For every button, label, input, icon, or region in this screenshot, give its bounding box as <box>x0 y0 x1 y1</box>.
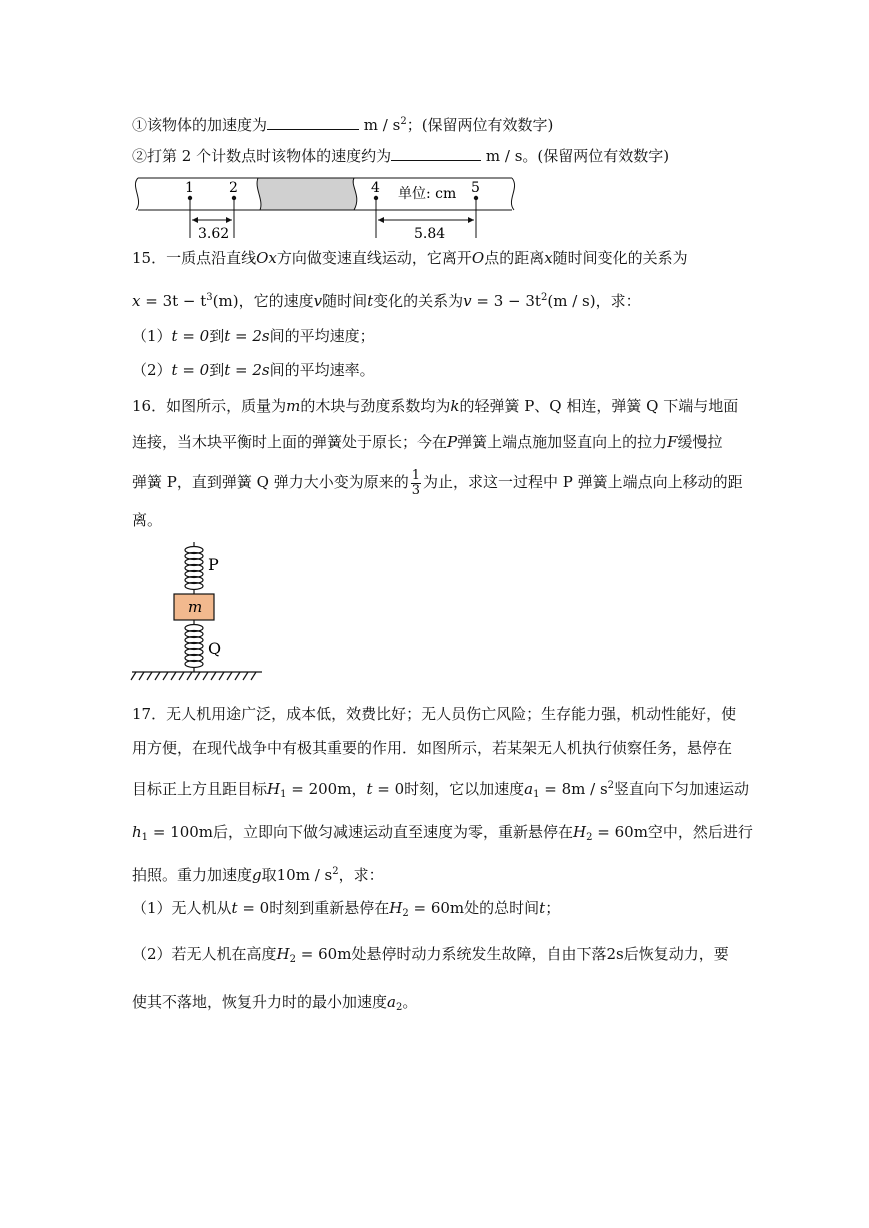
text: 时刻，它以加速度 <box>404 780 525 798</box>
text: 拍照。重力加速度 <box>132 866 253 884</box>
text: 连接，当木块平衡时上面的弹簧处于原长；今在 <box>132 433 448 451</box>
var-a2: a <box>387 993 396 1011</box>
text: 变化的关系为 <box>373 292 464 310</box>
q14-item2-suffix: 。(保留两位有效数字) <box>522 147 670 165</box>
text: 竖直向下匀加速运动 <box>614 780 750 798</box>
tape-label-2: 2 <box>229 180 238 196</box>
text: 到 <box>209 361 225 379</box>
q16-line2 <box>132 432 723 452</box>
sub: 2 <box>395 1002 403 1013</box>
answer-blank-1[interactable] <box>267 115 359 130</box>
q17-line3 <box>132 776 749 805</box>
text: 弹簧 P，直到弹簧 Q 弹力大小变为原来的 <box>132 473 409 491</box>
q15-sub1 <box>132 326 375 346</box>
text: 目标正上方且距目标 <box>132 780 268 798</box>
unit-text: m / s <box>363 116 401 134</box>
formula: = 60m <box>296 945 352 963</box>
tape-left-part <box>138 178 266 210</box>
formula: = 200m， <box>286 780 367 798</box>
sub: 2 <box>289 954 297 965</box>
var-h1-small: h <box>132 823 142 841</box>
frac-num: 1 <box>411 467 420 483</box>
formula: t = 2s <box>224 361 270 379</box>
text: 随时间 <box>322 292 368 310</box>
sub: 1 <box>141 832 149 843</box>
tape-figure <box>128 172 520 244</box>
var-t: t <box>366 780 373 798</box>
text: 间的平均速度； <box>269 327 375 345</box>
formula: v <box>463 292 472 310</box>
dist-1-2: 3.62 <box>198 226 230 242</box>
text: 间的平均速率。 <box>269 361 375 379</box>
formula: t = 2s <box>224 327 270 345</box>
spring-p <box>185 542 203 594</box>
label-q: Q <box>208 639 222 658</box>
ground <box>131 672 262 680</box>
spring-figure <box>128 542 268 682</box>
var-t: t <box>539 899 546 917</box>
formula: = 8m / s <box>539 780 608 798</box>
text: 时刻到重新悬停在 <box>269 899 390 917</box>
text: ，它的速度 <box>238 292 314 310</box>
formula: 10m / s <box>276 866 333 884</box>
text: 点的距离 <box>484 249 545 267</box>
formula: = 0 <box>372 780 405 798</box>
text: 17．无人机用途广泛，成本低，效费比好；无人员伤亡风险；生存能力强，机动性能好，使 <box>132 705 737 723</box>
formula: (m) <box>212 292 239 310</box>
var-ox: Ox <box>256 249 277 267</box>
q17-sub2 <box>132 944 729 970</box>
var-x: x <box>544 249 553 267</box>
q14-item1-suffix: ；(保留两位有效数字) <box>406 116 554 134</box>
q17-line4 <box>132 822 753 848</box>
var-f: F <box>667 433 678 451</box>
text: 空中，然后进行 <box>647 823 753 841</box>
formula: = 60m <box>592 823 648 841</box>
q17-line5 <box>132 862 384 885</box>
text: （2）若无人机在高度 <box>132 945 277 963</box>
q15-sub2 <box>132 360 375 380</box>
text: （1）无人机从 <box>132 899 232 917</box>
var-o: O <box>471 249 485 267</box>
formula: = 3 − 3t <box>471 292 541 310</box>
text: 的木块与劲度系数均为 <box>300 397 451 415</box>
q17-line2 <box>132 738 732 758</box>
tape-left-edge <box>135 178 138 210</box>
tape-unit: 单位: cm <box>398 186 457 202</box>
formula: = 60m <box>408 899 465 917</box>
var-t: t <box>367 292 374 310</box>
text: （1） <box>132 327 172 345</box>
tape-label-1: 1 <box>185 180 194 196</box>
q15-line2 <box>132 288 641 311</box>
sub: 2 <box>402 908 409 919</box>
label-m: m <box>188 598 203 616</box>
var-a1: a <box>524 780 534 798</box>
sup: 2 <box>540 292 548 303</box>
text: 取 <box>261 866 277 884</box>
text: 的轻弹簧 P、Q 相连，弹簧 Q 下端与地面 <box>459 397 739 415</box>
var-m: m <box>286 397 301 415</box>
text: 后，立即向下做匀减速运动直至速度为零，重新悬停在 <box>213 823 574 841</box>
formula: t = 0 <box>171 327 210 345</box>
var-h1: H <box>267 780 281 798</box>
formula: x <box>132 292 141 310</box>
q16-line4 <box>132 510 162 530</box>
formula: (m / s) <box>547 292 596 310</box>
formula: = 100m <box>148 823 214 841</box>
q14-item2 <box>132 146 669 166</box>
sup: 3 <box>206 292 213 303</box>
formula: = 3t − t <box>140 292 207 310</box>
unit-text: m / s <box>485 147 523 165</box>
text: 处的总时间 <box>464 899 540 917</box>
text: 方向做变速直线运动，它离开 <box>276 249 472 267</box>
text: 15．一质点沿直线 <box>132 249 257 267</box>
text: ，求： <box>595 292 641 310</box>
text: 后恢复动力，要 <box>623 945 729 963</box>
var-k: k <box>450 397 460 415</box>
text: 处悬停时动力系统发生故障，自由下落 <box>351 945 607 963</box>
text: 随时间变化的关系为 <box>552 249 688 267</box>
fraction-one-third <box>411 469 421 498</box>
tape-label-4: 4 <box>371 180 380 196</box>
spring-q <box>185 620 203 672</box>
q14-item1-text: ①该物体的加速度为 <box>132 116 268 134</box>
sub: 1 <box>280 789 287 800</box>
formula: t = 0 <box>171 361 210 379</box>
text: 。 <box>402 993 418 1011</box>
tape-right-edge <box>511 178 514 210</box>
sub: 1 <box>533 789 540 800</box>
formula: 2s <box>606 945 624 963</box>
var-p: P <box>447 433 458 451</box>
dist-4-5: 5.84 <box>414 226 446 242</box>
q17-sub1 <box>132 898 560 924</box>
text: 离。 <box>132 511 163 529</box>
text: ； <box>545 899 561 917</box>
text: 弹簧上端点施加竖直向上的拉力 <box>457 433 668 451</box>
var-v: v <box>313 292 323 310</box>
var-t: t <box>231 899 238 917</box>
text: 用方便，在现代战争中有极其重要的作用．如图所示，若某架无人机执行侦察任务，悬停在 <box>132 739 733 757</box>
text: 16．如图所示，质量为 <box>132 397 287 415</box>
text: 为止，求这一过程中 P 弹簧上端点向上移动的距 <box>422 473 743 491</box>
sup: 2 <box>332 866 339 877</box>
answer-blank-2[interactable] <box>391 146 481 161</box>
var-h2: H <box>276 945 290 963</box>
q17-sub3 <box>132 992 417 1018</box>
tape-label-5: 5 <box>471 180 480 196</box>
q16-line3 <box>132 464 743 500</box>
q14-item1 <box>132 112 553 135</box>
text: 使其不落地，恢复升力时的最小加速度 <box>132 993 388 1011</box>
label-p: P <box>208 555 219 574</box>
frac-den: 3 <box>411 482 420 498</box>
sup: 2 <box>607 780 615 791</box>
text: 到 <box>209 327 225 345</box>
var-g: g <box>252 866 262 884</box>
formula: = 0 <box>237 899 270 917</box>
unit-sup: 2 <box>400 116 407 127</box>
q16-line1 <box>132 396 738 416</box>
text: ，求： <box>338 866 384 884</box>
q14-item2-text: ②打第 2 个计数点时该物体的速度约为 <box>132 147 392 165</box>
tape-torn-section <box>257 178 357 210</box>
q17-line1 <box>132 704 736 724</box>
text: 缓慢拉 <box>677 433 723 451</box>
text: （2） <box>132 361 172 379</box>
var-h2: H <box>573 823 587 841</box>
var-h2: H <box>389 899 403 917</box>
sub: 2 <box>586 832 593 843</box>
q15-line1 <box>132 248 688 268</box>
